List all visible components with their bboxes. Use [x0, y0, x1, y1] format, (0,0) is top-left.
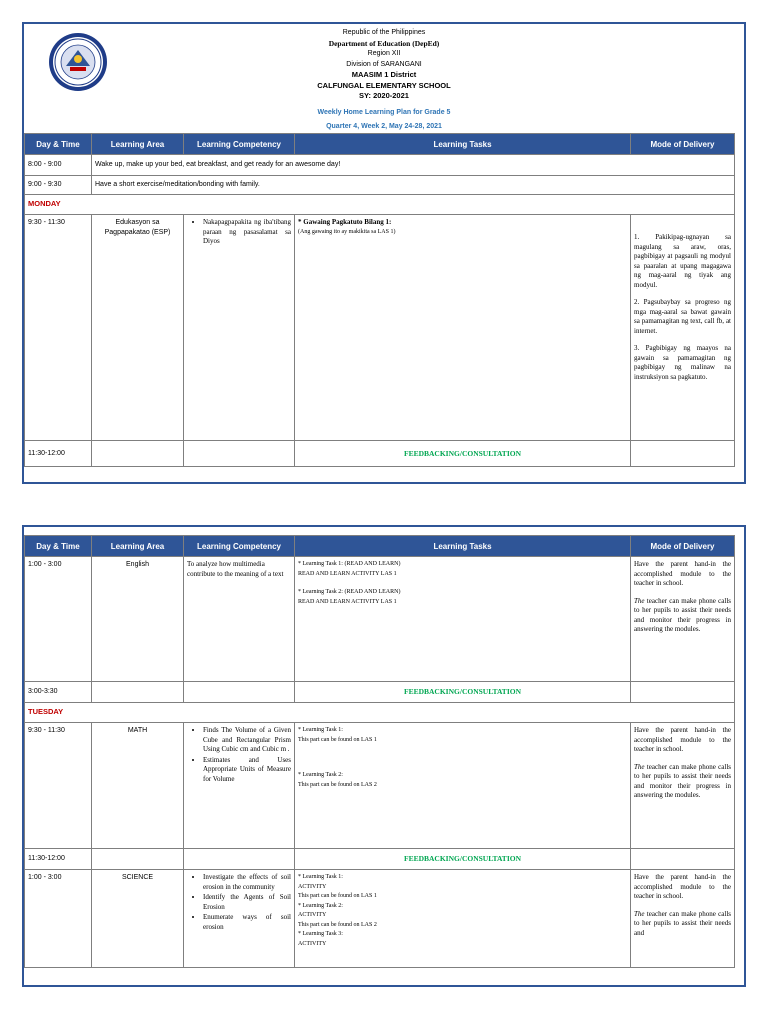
table-row [25, 176, 735, 195]
table-row [25, 441, 735, 467]
feedback-label: FEEDBACKING/CONSULTATION [295, 682, 631, 703]
delivery-cell [631, 723, 735, 849]
feedback-label: FEEDBACKING/CONSULTATION [295, 441, 631, 467]
department-line: Department of Education (DepEd) [328, 38, 440, 48]
col-header-mode-of-delivery: Mode of Delivery [631, 134, 735, 155]
empty-cell [92, 682, 184, 703]
competency-item: • Finds The Volume of a Given Cube and Rectangular Prism Using Cubic cm and Cubic m . [203, 726, 291, 755]
activity-cell: Wake up, make up your bed, eat breakfast, and get ready for an awesome day! [92, 155, 735, 176]
document-page-1 [22, 22, 746, 484]
competency-item: • Investigate the effects of soil erosion in the community [203, 873, 291, 892]
time-cell: 9:30 - 11:30 [25, 723, 92, 849]
empty-cell [184, 682, 295, 703]
task-title: * Learning Task 3: [298, 931, 343, 937]
competency-cell [184, 215, 295, 441]
empty-cell [92, 441, 184, 467]
learning-area-cell: English [92, 557, 184, 682]
empty-cell [92, 849, 184, 870]
task-note: (Ang gawaing ito ay makikita sa LAS 1) [298, 228, 396, 235]
tasks-cell [295, 723, 631, 849]
learning-area-cell: MATH [92, 723, 184, 849]
delivery-item: The teacher can make phone calls to her pupils to assist their needs and monitor their progress in answering the modules. [634, 762, 731, 799]
delivery-item: Have the parent hand-in the accomplished module to the teacher in school. [634, 873, 731, 900]
tasks-cell [295, 870, 631, 968]
task-note: This part can be found on LAS 2 [298, 781, 377, 788]
table-row [25, 557, 735, 682]
deped-seal-logo [48, 32, 108, 92]
table-row [25, 870, 735, 968]
col-header-mode-of-delivery: Mode of Delivery [631, 536, 735, 557]
task-activity: ACTIVITY [298, 912, 327, 918]
delivery-cell [631, 215, 735, 441]
competency-item: • Nakapagpapakita ng iba'tibang paraan ng pasasalamat sa Diyos [203, 218, 291, 247]
table-row [25, 849, 735, 870]
col-header-learning-tasks: Learning Tasks [295, 536, 631, 557]
republic-line: Republic of the Philippines [342, 29, 426, 36]
col-header-day-time: Day & Time [25, 536, 92, 557]
col-header-day-time: Day & Time [25, 134, 92, 155]
competency-item: • Estimates and Uses Appropriate Units of Measure for Volume [203, 756, 291, 785]
task-title: * Learning Task 1: [298, 874, 343, 880]
col-header-learning-tasks: Learning Tasks [295, 134, 631, 155]
task-title: * Learning Task 1: (READ AND LEARN) [298, 561, 401, 567]
time-cell: 3:00-3:30 [25, 682, 92, 703]
table-row [25, 215, 735, 441]
empty-cell [631, 441, 735, 467]
time-cell: 1:00 - 3:00 [25, 870, 92, 968]
day-row-monday [25, 195, 735, 215]
col-header-learning-competency: Learning Competency [184, 134, 295, 155]
table-row [25, 723, 735, 849]
empty-cell [184, 441, 295, 467]
learning-plan-table-1 [24, 133, 735, 467]
document-page-2 [22, 525, 746, 987]
activity-cell: Have a short exercise/meditation/bonding with family. [92, 176, 735, 195]
day-row-tuesday [25, 703, 735, 723]
delivery-cell [631, 557, 735, 682]
school-line: CALFUNGAL ELEMENTARY SCHOOL [317, 80, 451, 90]
delivery-item: 3. Pagbibigay ng maayos na gawain sa pamamagitan ng pagbibigay ng malinaw na instruksiyon sa pagkatuto. [634, 344, 731, 381]
table-row [25, 682, 735, 703]
division-line: Division of SARANGANI [346, 60, 422, 68]
table-header-row [25, 134, 735, 155]
delivery-item: 1. Pakikipag-ugnayan sa magulang sa araw, oras, pagbibigay at pagsauli ng modyul sa paaralan at upang magagawa ng mag-aaral ng tiyak ang modyul. [634, 233, 731, 289]
task-title: * Learning Task 2: (READ AND LEARN) [298, 589, 401, 595]
delivery-item: Have the parent hand-in the accomplished module to the teacher in school. [634, 560, 731, 587]
feedback-label: FEEDBACKING/CONSULTATION [295, 849, 631, 870]
task-note: This part can be found on LAS 2 [298, 921, 377, 928]
plan-title: Weekly Home Learning Plan for Grade 5 [317, 108, 451, 116]
task-title: * Learning Task 2: [298, 772, 343, 778]
col-header-learning-area: Learning Area [92, 536, 184, 557]
competency-cell: To analyze how multimedia contribute to the meaning of a text [184, 557, 295, 682]
col-header-learning-competency: Learning Competency [184, 536, 295, 557]
competency-item: • Enumerate ways of soil erosion [203, 913, 291, 932]
task-title: * Learning Task 1: [298, 727, 343, 733]
learning-area-cell: Edukasyon sa Pagpapakatao (ESP) [92, 215, 184, 441]
empty-cell [631, 682, 735, 703]
delivery-item: 2. Pagsubaybay sa progreso ng mga mag-aaral sa bawat gawain sa pamamagitan ng text, call fb, at internet. [634, 298, 731, 335]
day-label: TUESDAY [25, 703, 735, 723]
task-activity: ACTIVITY [298, 940, 327, 947]
time-cell: 11:30-12:00 [25, 849, 92, 870]
time-cell: 9:30 - 11:30 [25, 215, 92, 441]
time-cell: 9:00 - 9:30 [25, 176, 92, 195]
learning-area-cell: SCIENCE [92, 870, 184, 968]
time-cell: 11:30-12:00 [25, 441, 92, 467]
task-note: READ AND LEARN ACTIVITY LAS 1 [298, 598, 397, 605]
competency-cell [184, 870, 295, 968]
empty-cell [631, 849, 735, 870]
delivery-item: The teacher can make phone calls to her pupils to assist their needs and monitor their progress in answering the modules. [634, 596, 731, 633]
tasks-cell [295, 215, 631, 441]
task-note: This part can be found on LAS 1 [298, 736, 377, 743]
region-line: Region XII [367, 50, 401, 57]
time-cell: 8:00 - 9:00 [25, 155, 92, 176]
tasks-cell [295, 557, 631, 682]
delivery-cell [631, 870, 735, 968]
table-row [25, 155, 735, 176]
task-title: * Gawaing Pagkatuto Bilang 1: [298, 218, 392, 226]
day-label: MONDAY [25, 195, 735, 215]
col-header-learning-area: Learning Area [92, 134, 184, 155]
competency-cell [184, 723, 295, 849]
document-header [24, 24, 744, 133]
empty-cell [184, 849, 295, 870]
time-cell: 1:00 - 3:00 [25, 557, 92, 682]
task-title: * Learning Task 2: [298, 902, 343, 909]
plan-subtitle: Quarter 4, Week 2, May 24-28, 2021 [326, 123, 442, 130]
school-year-line: SY: 2020-2021 [359, 91, 409, 100]
task-note: READ AND LEARN ACTIVITY LAS 1 [298, 570, 397, 577]
delivery-item: Have the parent hand-in the accomplished module to the teacher in school. [634, 726, 731, 753]
district-line: MAASIM 1 District [351, 70, 417, 79]
delivery-item: The teacher can make phone calls to her pupils to assist their needs and [634, 909, 731, 937]
table-header-row [25, 536, 735, 557]
learning-plan-table-2 [24, 535, 735, 968]
task-note: This part can be found on LAS 1 [298, 893, 377, 899]
task-activity: ACTIVITY [298, 883, 327, 890]
competency-item: • Identify the Agents of Soil Erosion [203, 893, 291, 912]
